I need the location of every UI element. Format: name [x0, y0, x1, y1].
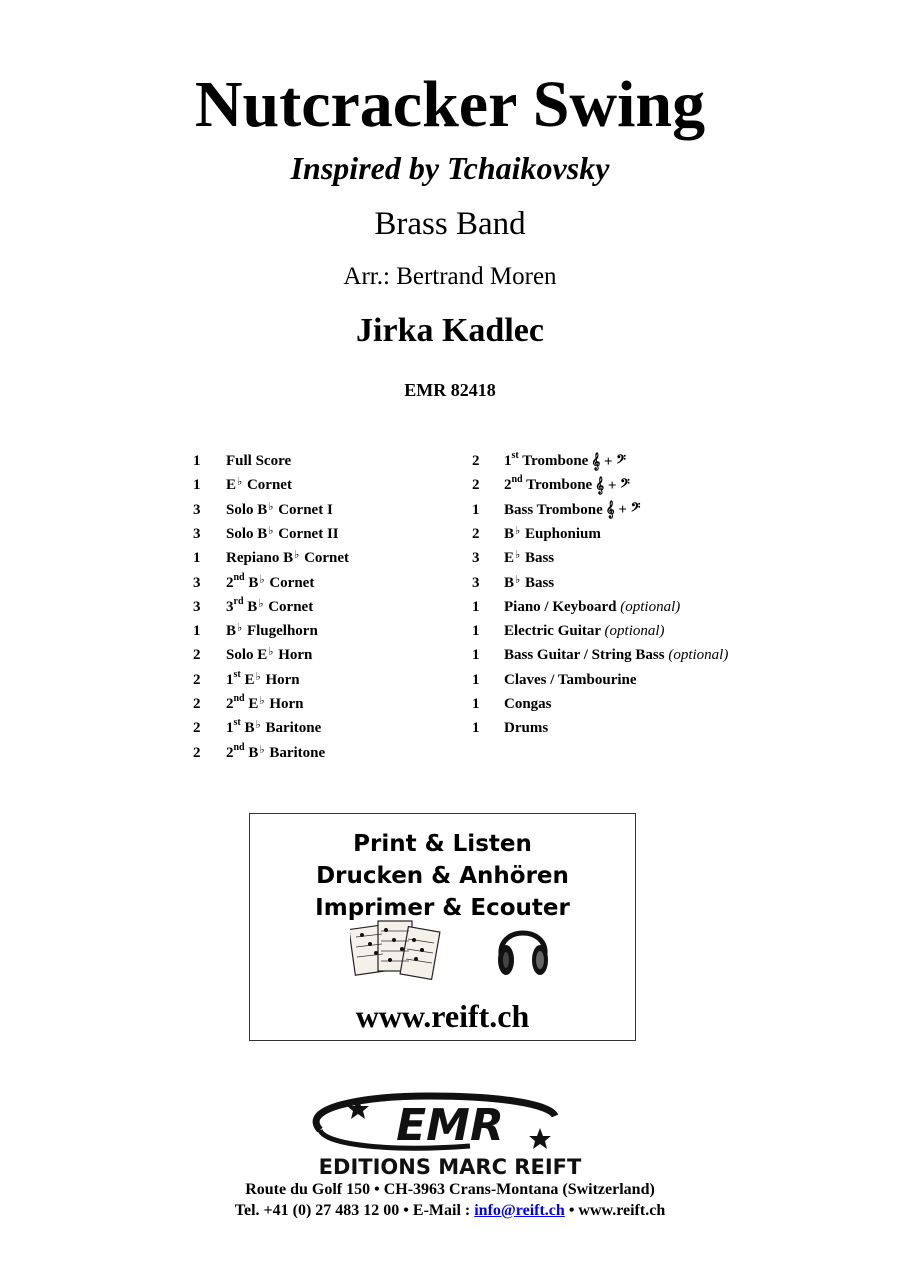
flat-sign: ♭ — [237, 622, 243, 635]
part-name-text: 2 — [226, 744, 234, 761]
print-listen-box[interactable] — [249, 813, 636, 1041]
ordinal-suffix: st — [233, 717, 241, 729]
part-name-text: Flugelhorn — [243, 623, 318, 640]
promo-url[interactable]: www.reift.ch — [355, 998, 530, 1034]
part-name — [226, 573, 314, 594]
part-quantity: 1 — [193, 477, 201, 494]
flat-sign: ♭ — [268, 646, 274, 659]
contact-phone: Tel. +41 (0) 27 483 12 00 • E-Mail : — [234, 1202, 475, 1219]
ordinal-suffix: rd — [233, 595, 244, 607]
part-name-text: Solo E — [226, 647, 268, 664]
ordinal-suffix: st — [233, 668, 241, 680]
optional-note: (optional) — [604, 623, 665, 640]
promo-line-3: Imprimer & Ecouter — [315, 895, 570, 921]
part-name — [226, 548, 349, 569]
part-name-text: 1 — [226, 720, 234, 737]
part-name-text: Horn — [261, 671, 300, 688]
part-quantity: 2 — [472, 525, 480, 542]
part-name — [226, 670, 300, 691]
flat-sign: ♭ — [515, 573, 521, 586]
part-name-text: 2 — [226, 696, 234, 712]
part-name-text: E — [226, 477, 237, 494]
part-name — [226, 597, 313, 618]
optional-note: (optional) — [620, 598, 681, 615]
part-name-text: Bass Guitar / String Bass — [504, 647, 669, 664]
part-name-text: Bass — [521, 574, 555, 591]
part-name-text: Piano / Keyboard — [504, 598, 621, 615]
part-name-text: Congas — [504, 696, 552, 712]
score-subtitle: Inspired by Tchaikovsky — [290, 150, 610, 186]
part-name-text: Horn — [265, 696, 304, 712]
flat-sign: ♭ — [237, 476, 243, 489]
ensemble-type: Brass Band — [374, 206, 526, 242]
part-quantity: 1 — [193, 623, 201, 640]
part-quantity: 2 — [193, 720, 201, 737]
part-name-text: Electric Guitar — [504, 623, 605, 640]
part-name-text: Baritone — [261, 720, 322, 737]
part-name-text: Trombone — [522, 477, 593, 494]
part-name-text: B — [240, 720, 255, 737]
flat-sign: ♭ — [268, 524, 274, 537]
part-name — [226, 524, 339, 545]
part-name-text: B — [504, 574, 515, 591]
flat-sign: ♭ — [268, 500, 274, 513]
part-quantity: 1 — [193, 550, 201, 567]
clef-icon: 𝄞 + 𝄢 — [595, 477, 630, 494]
part-name — [226, 645, 312, 666]
ordinal-suffix: nd — [233, 741, 245, 753]
contact-web: • www.reift.ch — [564, 1202, 666, 1219]
part-name-text: Euphonium — [521, 525, 601, 542]
emr-logo — [250, 1090, 650, 1185]
part-name-text: 2 — [226, 574, 234, 591]
part-quantity: 1 — [472, 671, 480, 688]
address-line: Route du Golf 150 • CH-3963 Crans-Montana (Switzerland) — [245, 1181, 655, 1198]
composer: Jirka Kadlec — [356, 312, 544, 349]
part-name — [226, 743, 325, 764]
part-quantity: 2 — [193, 744, 201, 761]
part-name-text: Claves / Tambourine — [504, 671, 637, 688]
part-quantity: 3 — [472, 550, 480, 567]
part-name — [226, 718, 321, 739]
ordinal-suffix: st — [511, 450, 519, 461]
part-name — [226, 621, 318, 642]
sheet-music-icon — [350, 919, 442, 983]
part-name — [504, 694, 552, 714]
part-name-text: Cornet — [264, 598, 314, 615]
part-name-text: Bass Trombone — [504, 501, 603, 518]
part-quantity: 1 — [193, 453, 201, 469]
part-name — [504, 645, 728, 665]
part-name-text: 1 — [226, 671, 234, 688]
score-title: Nutcracker Swing — [194, 68, 706, 141]
flat-sign: ♭ — [255, 670, 261, 683]
part-name — [504, 475, 630, 496]
part-name-text: Horn — [274, 647, 313, 664]
flat-sign: ♭ — [258, 597, 264, 610]
part-name-text: Solo B — [226, 501, 268, 518]
part-quantity: 1 — [472, 696, 480, 712]
flat-sign: ♭ — [259, 573, 265, 586]
optional-note: (optional) — [668, 647, 729, 664]
part-name — [226, 694, 304, 715]
part-quantity: 3 — [472, 574, 480, 591]
part-quantity: 3 — [193, 525, 201, 542]
part-quantity: 2 — [472, 453, 480, 469]
part-name — [504, 597, 680, 617]
part-name-text: Trombone — [518, 453, 589, 469]
part-name-text: B — [226, 623, 237, 640]
part-name-text: E — [504, 550, 515, 567]
part-name — [504, 670, 637, 690]
part-quantity: 3 — [193, 598, 201, 615]
part-name — [504, 500, 640, 521]
part-name-text: E — [240, 671, 255, 688]
part-quantity: 2 — [193, 696, 201, 712]
part-name-text: Cornet I — [274, 501, 333, 518]
part-name — [504, 718, 548, 738]
part-name — [226, 475, 292, 496]
part-name-text: Bass — [521, 550, 555, 567]
part-quantity: 1 — [472, 623, 480, 640]
clef-icon: 𝄞 + 𝄢 — [605, 502, 641, 519]
part-name — [504, 451, 626, 472]
part-name-text: Baritone — [265, 744, 326, 761]
promo-line-1: Print & Listen — [353, 831, 532, 857]
part-name-text: B — [243, 598, 258, 615]
part-name-text: E — [244, 696, 259, 712]
ordinal-suffix: nd — [233, 693, 245, 704]
logo-mark: EMR — [396, 1100, 504, 1151]
ordinal-suffix: nd — [511, 474, 523, 486]
headphones-icon — [493, 914, 553, 980]
part-quantity: 2 — [193, 671, 201, 688]
part-name-text: 1 — [504, 453, 512, 469]
part-name — [504, 573, 554, 594]
part-quantity: 3 — [193, 574, 201, 591]
part-name — [504, 524, 601, 545]
flat-sign: ♭ — [294, 549, 300, 562]
part-quantity: 1 — [472, 720, 480, 737]
contact-line — [0, 1203, 900, 1219]
flat-sign: ♭ — [259, 743, 265, 756]
part-quantity: 2 — [193, 647, 201, 664]
catalog-number: EMR 82418 — [404, 380, 496, 400]
part-name-text: Solo B — [226, 525, 268, 542]
part-name-text: Cornet II — [274, 525, 339, 542]
part-quantity: 2 — [472, 477, 480, 494]
part-name-text: 2 — [504, 477, 512, 494]
part-name-text: Full Score — [226, 453, 292, 469]
part-name-text: Repiano B — [226, 550, 294, 567]
part-name-text: Cornet — [265, 574, 315, 591]
part-name-text: Drums — [504, 720, 549, 737]
part-name — [226, 451, 291, 471]
part-quantity: 1 — [472, 647, 480, 664]
part-name-text: Cornet — [243, 477, 292, 494]
logo-name: EDITIONS MARC REIFT — [318, 1155, 582, 1179]
part-name-text: B — [244, 744, 259, 761]
flat-sign: ♭ — [515, 549, 521, 562]
flat-sign: ♭ — [515, 524, 521, 537]
part-name-text: 3 — [226, 598, 234, 615]
arranger: Arr.: Bertrand Moren — [343, 263, 557, 290]
part-name — [504, 548, 554, 569]
part-name — [226, 500, 333, 521]
part-quantity: 3 — [193, 501, 201, 518]
part-name-text: B — [504, 525, 515, 542]
part-name-text: Cornet — [300, 550, 350, 567]
part-quantity: 1 — [472, 598, 480, 615]
flat-sign: ♭ — [259, 695, 265, 707]
ordinal-suffix: nd — [233, 571, 245, 583]
part-name — [504, 621, 665, 641]
email-link[interactable]: info@reift.ch — [474, 1202, 565, 1219]
clef-icon: 𝄞 + 𝄢 — [591, 453, 626, 470]
part-quantity: 1 — [472, 501, 480, 518]
part-name-text: B — [244, 574, 259, 591]
flat-sign: ♭ — [255, 719, 261, 732]
promo-line-2: Drucken & Anhören — [316, 863, 569, 889]
